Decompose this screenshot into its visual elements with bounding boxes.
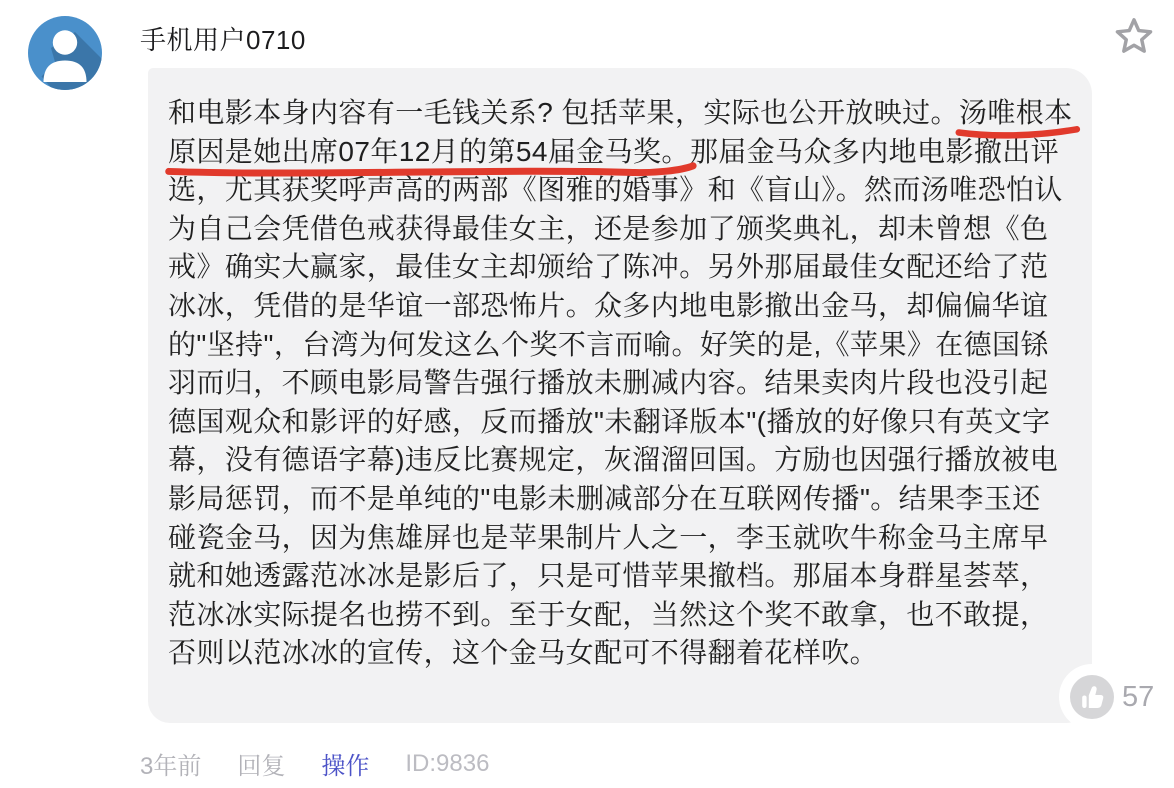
red-underlined-text	[959, 94, 1073, 133]
comment-line	[168, 94, 1074, 133]
comment-line: 影局惩罚，而不是单纯的"电影未删减部分在互联网传播"。结果李玉还	[168, 482, 1041, 514]
comment-line: 碰瓷金马，因为焦雄屏也是苹果制片人之一，李玉就吹牛称金马主席早	[168, 521, 1049, 553]
comment-line: 选，尤其获奖呼声高的两部《图雅的婚事》和《盲山》。然而汤唯恐怕认	[168, 174, 1063, 206]
comment-line: 的"坚持"，台湾为何发这么个奖不言而喻。好笑的是,《苹果》在德国铩	[168, 328, 1049, 360]
comment-segment: 和电影本身内容有一毛钱关系? 包括苹果，实际也公开放映过。	[168, 97, 959, 128]
comment-segment: 那届金马众多内地电影撤出评	[689, 135, 1060, 167]
comment-line: 德国观众和影评的好感，反而播放"未翻译版本"(播放的好像只有英文字	[168, 405, 1051, 437]
username: 手机用户0710	[140, 25, 306, 55]
star-favorite-icon[interactable]	[1112, 14, 1156, 58]
comment-line: 羽而归，不顾电影局警告强行播放未删减内容。结果卖肉片段也没引起	[168, 367, 1049, 399]
comment-line: 范冰冰实际提名也捞不到。至于女配，当然这个奖不敢拿，也不敢提，	[168, 598, 1049, 630]
comment-time: 3年前	[140, 753, 202, 780]
like-button[interactable]	[1070, 675, 1114, 719]
comment-line: 就和她透露范冰冰是影后了，只是可惜苹果撤档。那届本身群星荟萃，	[168, 560, 1049, 592]
comment-line: 为自己会凭借色戒获得最佳女主，还是参加了颁奖典礼，却未曾想《色	[168, 212, 1049, 244]
comment-segment: 原因是她出席07年12月的第54届金马奖。	[168, 135, 690, 167]
red-underlined-text	[168, 133, 690, 172]
person-icon	[28, 16, 102, 90]
comment-line: 幕，没有德语字幕)违反比赛规定，灰溜溜回国。方励也因强行播放被电	[168, 444, 1059, 476]
comment-line: 否则以范冰冰的宣传，这个金马女配可不得翻着花样吹。	[168, 637, 879, 669]
comment-segment: 汤唯根本	[958, 97, 1073, 128]
like-count: 57	[1122, 681, 1155, 713]
reply-button[interactable]: 回复	[237, 753, 286, 780]
comment-text	[168, 94, 1074, 673]
comment-line: 冰冰，凭借的是华谊一部恐怖片。众多内地电影撤出金马，却偏偏华谊	[168, 289, 1049, 321]
comment-meta-row	[140, 746, 489, 781]
avatar[interactable]	[28, 16, 102, 90]
action-button[interactable]: 操作	[321, 753, 370, 780]
comment-line: 戒》确实大赢家，最佳女主却颁给了陈冲。另外那届最佳女配还给了范	[168, 251, 1049, 283]
comment-id: ID:9836	[405, 749, 490, 777]
comment-line	[168, 133, 1074, 172]
comment-bubble	[148, 68, 1092, 723]
thumbs-up-icon	[1070, 675, 1114, 719]
